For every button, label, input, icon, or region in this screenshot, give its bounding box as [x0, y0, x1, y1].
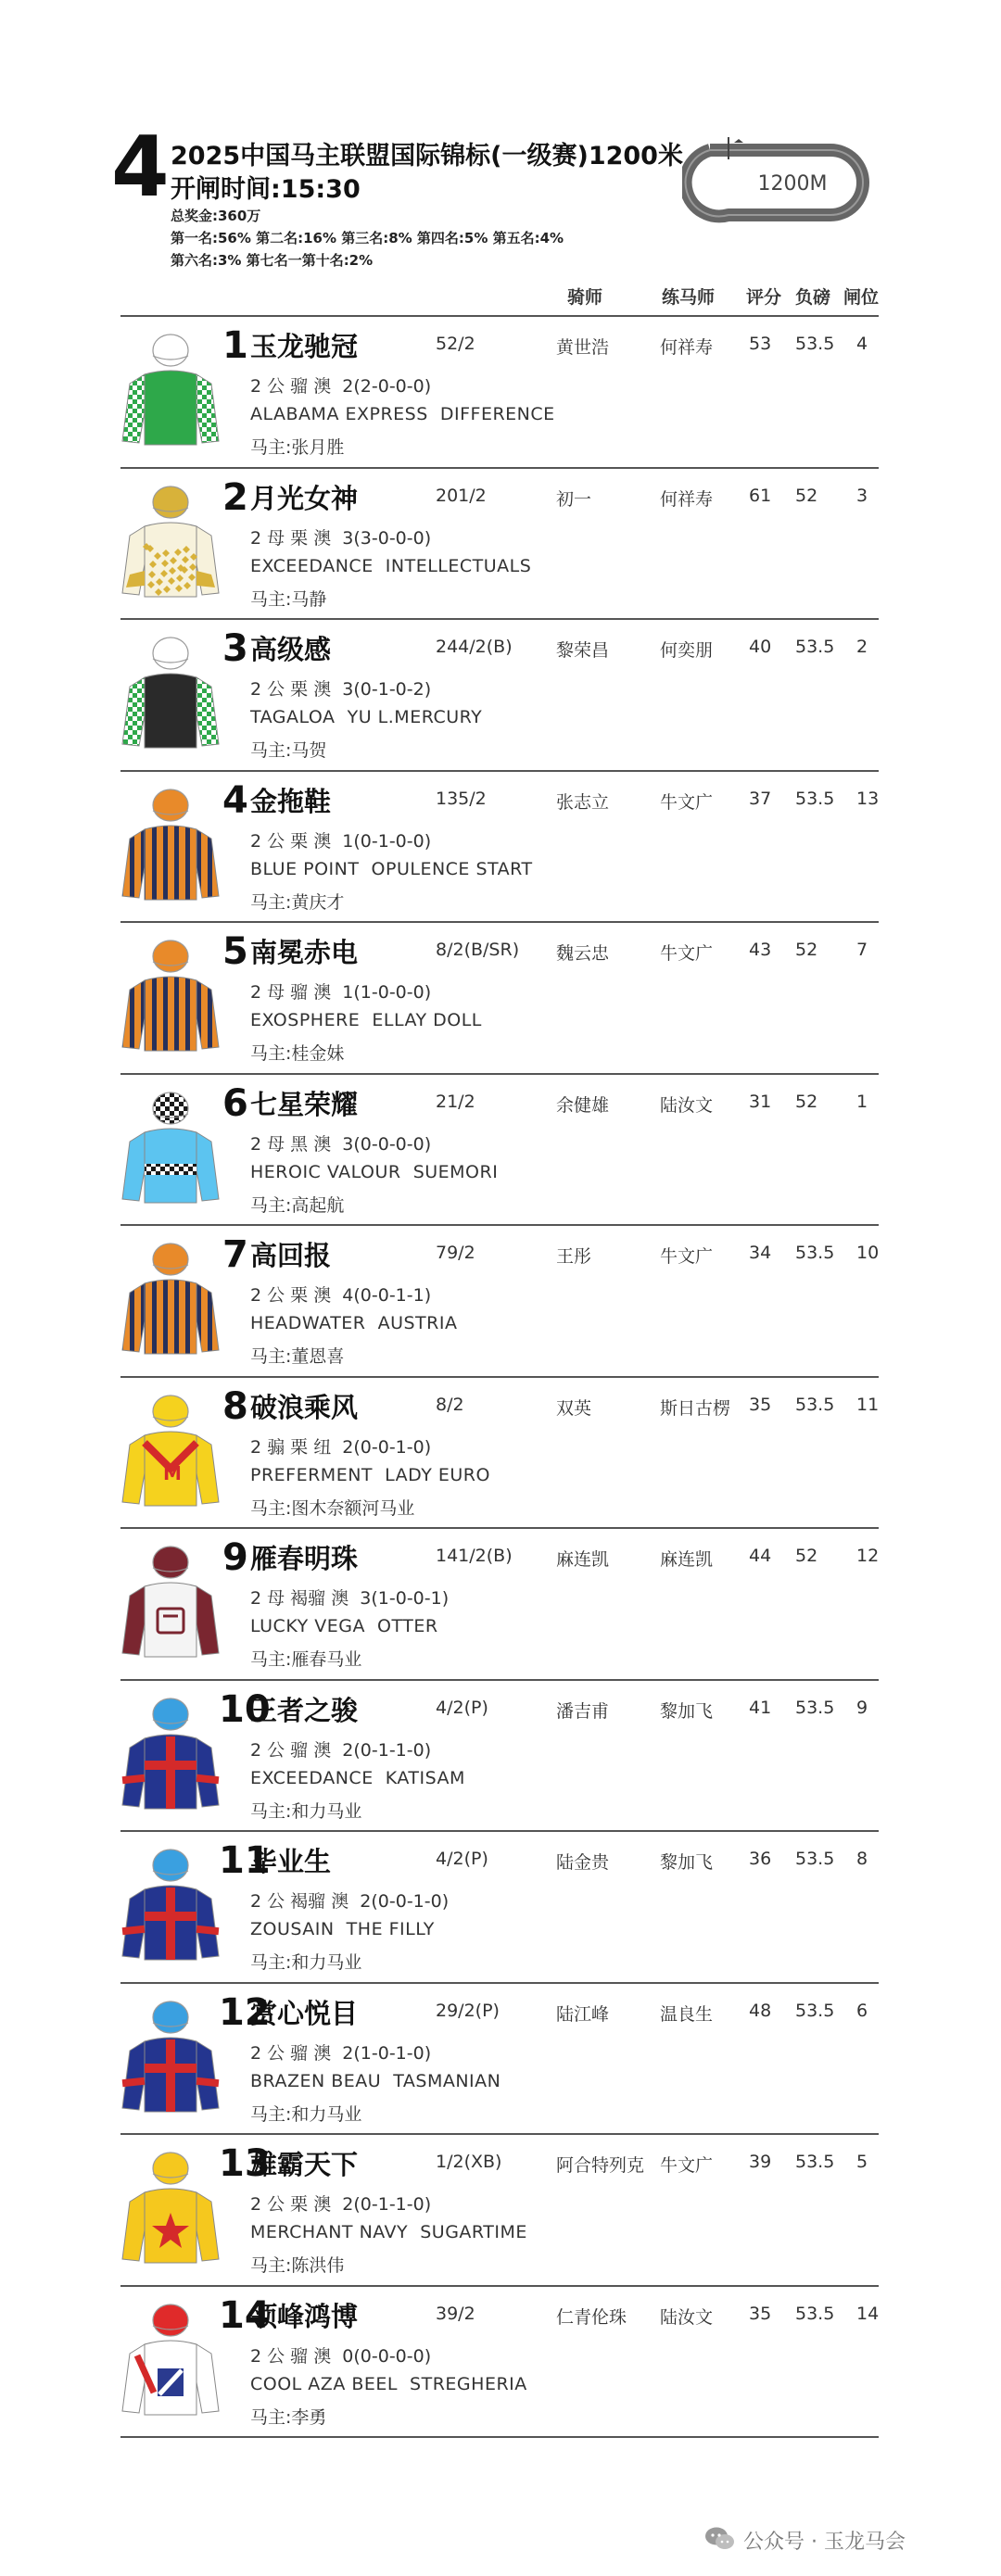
runner-number: 10: [219, 1687, 271, 1731]
runner-number: 2: [222, 475, 248, 519]
horse-weight: 53.5: [795, 2000, 835, 2021]
horse-pedigree: BLUE POINT OPULENCE START: [250, 858, 533, 879]
barrier-draw: 4: [856, 334, 868, 354]
horse-name: 金拖鞋: [250, 785, 332, 817]
race-purse: 总奖金:360万: [171, 208, 261, 224]
horse-odds: 201/2: [436, 485, 487, 506]
horse-pedigree: COOL AZA BEEL STREGHERIA: [250, 2373, 527, 2394]
horse-info: 2 骟 栗 纽 2(0-0-1-0): [250, 1436, 432, 1458]
race-number: 4: [111, 119, 170, 216]
horse-owner: 马主:桂金妹: [250, 1043, 345, 1064]
horse-weight: 53.5: [795, 637, 835, 657]
runner-number: 11: [219, 1839, 271, 1882]
barrier-draw: 2: [856, 637, 868, 657]
jockey-name: 仁青伦珠: [556, 2306, 627, 2328]
col-jockey: 骑师: [567, 287, 603, 308]
trainer-name: 何祥寿: [660, 337, 714, 358]
horse-name: 月光女神: [250, 482, 359, 514]
horse-name: 玉龙驰冠: [250, 331, 359, 362]
horse-rating: 35: [749, 1394, 772, 1415]
jockey-silk-icon: [119, 1239, 222, 1357]
horse-owner: 马主:马贺: [250, 740, 327, 761]
wechat-icon: [704, 2526, 736, 2552]
trainer-name: 黎加飞: [660, 1700, 714, 1722]
horse-owner: 马主:董恩喜: [250, 1346, 345, 1367]
jockey-silk-icon: [119, 785, 222, 903]
jockey-name: 黄世浩: [556, 337, 610, 358]
horse-name: 雄霸天下: [250, 2149, 359, 2180]
runner-number: 13: [219, 2142, 271, 2185]
horse-pedigree: BRAZEN BEAU TASMANIAN: [250, 2070, 501, 2091]
horse-odds: 79/2: [436, 1243, 475, 1263]
horse-owner: 马主:高起航: [250, 1194, 345, 1216]
horse-name: 雁春明珠: [250, 1543, 359, 1574]
runner-number: 7: [222, 1233, 248, 1276]
trainer-name: 陆汝文: [660, 1094, 714, 1116]
horse-odds: 135/2: [436, 788, 487, 809]
jockey-name: 陆金贵: [556, 1852, 610, 1873]
horse-info: 2 母 黑 澳 3(0-0-0-0): [250, 1133, 432, 1155]
horse-pedigree: EXCEEDANCE KATISAM: [250, 1767, 465, 1788]
barrier-draw: 12: [856, 1546, 880, 1566]
horse-info: 2 母 栗 澳 3(3-0-0-0): [250, 527, 432, 549]
horse-owner: 马主:张月胜: [250, 437, 345, 458]
horse-owner: 马主:陈洪伟: [250, 2255, 345, 2276]
runner-row: [0, 1075, 1001, 1227]
column-headers: [0, 284, 1001, 311]
horse-info: 2 公 骝 澳 0(0-0-0-0): [250, 2345, 432, 2367]
barrier-draw: 6: [856, 2000, 868, 2021]
col-draw: 闸位: [843, 287, 880, 308]
runner-number: 3: [222, 627, 248, 670]
divider: [120, 2436, 879, 2438]
horse-name: 破浪乘风: [250, 1391, 359, 1423]
trainer-name: 麻连凯: [660, 1549, 714, 1570]
horse-weight: 53.5: [795, 1849, 835, 1869]
jockey-silk-icon: [119, 1542, 222, 1661]
jockey-name: 王彤: [556, 1246, 592, 1267]
horse-owner: 马主:马静: [250, 588, 327, 610]
horse-rating: 34: [749, 1243, 772, 1263]
runner-row: [0, 1832, 1001, 1984]
jockey-name: 初一: [556, 488, 592, 510]
horse-owner: 马主:黄庆才: [250, 891, 345, 913]
horse-odds: 29/2(P): [436, 2000, 500, 2021]
horse-name: 领峰鸿博: [250, 2300, 359, 2332]
barrier-draw: 11: [856, 1394, 880, 1415]
barrier-draw: 7: [856, 940, 868, 960]
horse-info: 2 母 褐骝 澳 3(1-0-0-1): [250, 1588, 450, 1609]
jockey-silk-icon: [119, 1391, 222, 1509]
horse-odds: 52/2: [436, 334, 475, 354]
barrier-draw: 1: [856, 1091, 868, 1112]
track-distance: 1200M: [757, 172, 828, 196]
trainer-name: 陆汝文: [660, 2306, 714, 2328]
col-weight: 负磅: [795, 287, 831, 308]
runner-row: [0, 2287, 1001, 2439]
trainer-name: 温良生: [660, 2003, 714, 2025]
horse-rating: 41: [749, 1697, 772, 1718]
barrier-draw: 14: [856, 2303, 880, 2324]
jockey-name: 阿合特列克: [556, 2155, 645, 2176]
horse-owner: 马主:和力马业: [250, 1800, 362, 1822]
runner-number: 9: [222, 1536, 248, 1579]
runner-number: 4: [222, 778, 248, 822]
horse-pedigree: EXOSPHERE ELLAY DOLL: [250, 1010, 482, 1030]
runner-row: [0, 772, 1001, 924]
horse-weight: 52: [795, 1091, 818, 1112]
horse-odds: 21/2: [436, 1091, 475, 1112]
runner-number: 1: [222, 324, 248, 367]
horse-odds: 39/2: [436, 2303, 475, 2324]
jockey-silk-icon: [119, 2148, 222, 2267]
svg-text:M: M: [163, 1461, 182, 1484]
horse-info: 2 公 栗 澳 3(0-1-0-2): [250, 679, 432, 700]
horse-weight: 53.5: [795, 1697, 835, 1718]
runner-row: [0, 469, 1001, 621]
horse-pedigree: ZOUSAIN THE FILLY: [250, 1919, 435, 1939]
horse-name: 王者之骏: [250, 1694, 359, 1726]
trainer-name: 黎加飞: [660, 1852, 714, 1873]
horse-owner: 马主:李勇: [250, 2406, 327, 2428]
horse-odds: 4/2(P): [436, 1849, 488, 1869]
jockey-silk-icon: [119, 482, 222, 600]
runner-row: [0, 1681, 1001, 1833]
horse-info: 2 公 栗 澳 1(0-1-0-0): [250, 830, 432, 852]
horse-name: 毕业生: [250, 1846, 332, 1877]
jockey-silk-icon: [119, 1088, 222, 1206]
horse-info: 2 公 褐骝 澳 2(0-0-1-0): [250, 1891, 450, 1912]
horse-name: 七星荣耀: [250, 1088, 359, 1120]
trainer-name: 牛文广: [660, 943, 714, 964]
jockey-name: 双英: [556, 1397, 592, 1419]
jockey-silk-icon: [119, 936, 222, 1054]
runner-row: [0, 1226, 1001, 1378]
jockey-silk-icon: [119, 633, 222, 751]
jockey-silk-icon: [119, 1694, 222, 1812]
col-rating: 评分: [746, 287, 782, 308]
horse-info: 2 公 栗 澳 2(0-1-1-0): [250, 2194, 432, 2215]
horse-weight: 53.5: [795, 1394, 835, 1415]
horse-info: 2 公 骝 澳 2(0-1-1-0): [250, 1739, 432, 1761]
horse-rating: 31: [749, 1091, 772, 1112]
horse-weight: 53.5: [795, 1243, 835, 1263]
jockey-name: 黎荣昌: [556, 640, 610, 661]
jockey-name: 潘吉甫: [556, 1700, 610, 1722]
horse-name: 赏心悦目: [250, 1997, 359, 2029]
prize-split-line1: 第一名:56% 第二名:16% 第三名:8% 第四名:5% 第五名:4%: [171, 230, 564, 246]
horse-name: 高回报: [250, 1240, 332, 1271]
jockey-name: 余健雄: [556, 1094, 610, 1116]
horse-weight: 53.5: [795, 334, 835, 354]
col-trainer: 练马师: [662, 287, 716, 308]
trainer-name: 斯日古楞: [660, 1397, 731, 1419]
horse-odds: 1/2(XB): [436, 2152, 502, 2172]
horse-pedigree: ALABAMA EXPRESS DIFFERENCE: [250, 404, 555, 424]
horse-weight: 52: [795, 1546, 818, 1566]
runner-row: [0, 923, 1001, 1075]
horse-info: 2 公 骝 澳 2(2-0-0-0): [250, 376, 432, 397]
trainer-name: 牛文广: [660, 2155, 714, 2176]
trainer-name: 牛文广: [660, 791, 714, 813]
horse-owner: 马主:和力马业: [250, 1952, 362, 1973]
horse-odds: 4/2(P): [436, 1697, 488, 1718]
footer: [704, 2522, 982, 2559]
barrier-draw: 10: [856, 1243, 880, 1263]
barrier-draw: 3: [856, 485, 868, 506]
trainer-name: 牛文广: [660, 1246, 714, 1267]
barrier-draw: 9: [856, 1697, 868, 1718]
horse-rating: 40: [749, 637, 772, 657]
horse-pedigree: PREFERMENT LADY EURO: [250, 1464, 490, 1485]
horse-owner: 马主:图木奈额河马业: [250, 1497, 415, 1519]
horse-rating: 36: [749, 1849, 772, 1869]
runner-row: [0, 620, 1001, 772]
jockey-name: 陆江峰: [556, 2003, 610, 2025]
jockey-name: 魏云忠: [556, 943, 610, 964]
runner-row: [0, 317, 1001, 469]
horse-weight: 53.5: [795, 788, 835, 809]
jockey-silk-icon: [119, 1997, 222, 2115]
horse-odds: 141/2(B): [436, 1546, 513, 1566]
jockey-silk-icon: [119, 1845, 222, 1964]
runner-row: [0, 1529, 1001, 1681]
runner-number: 14: [219, 2293, 271, 2337]
barrier-draw: 13: [856, 788, 880, 809]
horse-info: 2 母 骝 澳 1(1-0-0-0): [250, 982, 432, 1003]
horse-pedigree: HEROIC VALOUR SUEMORI: [250, 1161, 499, 1182]
horse-odds: 8/2(B/SR): [436, 940, 520, 960]
horse-rating: 44: [749, 1546, 772, 1566]
horse-name: 南冕赤电: [250, 937, 359, 968]
horse-rating: 43: [749, 940, 772, 960]
horse-weight: 52: [795, 485, 818, 506]
horse-rating: 39: [749, 2152, 772, 2172]
horse-weight: 53.5: [795, 2152, 835, 2172]
runner-number: 6: [222, 1081, 248, 1125]
horse-pedigree: HEADWATER AUSTRIA: [250, 1313, 458, 1333]
race-title: 2025中国马主联盟国际锦标(一级赛)1200米: [171, 142, 683, 170]
barrier-draw: 5: [856, 2152, 868, 2172]
horse-rating: 53: [749, 334, 772, 354]
track-diagram: [682, 132, 877, 234]
horse-pedigree: MERCHANT NAVY SUGARTIME: [250, 2222, 527, 2242]
runner-row: [0, 1984, 1001, 2136]
horse-rating: 61: [749, 485, 772, 506]
race-start-time: 开闸时间:15:30: [171, 175, 361, 204]
runner-row: [0, 2135, 1001, 2287]
horse-odds: 8/2: [436, 1394, 464, 1415]
runner-list: [0, 317, 1001, 2438]
horse-info: 2 公 栗 澳 4(0-0-1-1): [250, 1285, 432, 1306]
footer-account: 公众号 · 玉龙马会: [743, 2531, 906, 2554]
horse-owner: 马主:和力马业: [250, 2103, 362, 2125]
horse-owner: 马主:雁春马业: [250, 1649, 362, 1670]
trainer-name: 何祥寿: [660, 488, 714, 510]
jockey-name: 麻连凯: [556, 1549, 610, 1570]
prize-split-line2: 第六名:3% 第七名一第十名:2%: [171, 252, 374, 269]
horse-rating: 37: [749, 788, 772, 809]
runner-number: 12: [219, 1990, 271, 2034]
runner-number: 8: [222, 1384, 248, 1428]
horse-pedigree: EXCEEDANCE INTELLECTUALS: [250, 555, 532, 576]
runner-row: [0, 1378, 1001, 1530]
horse-rating: 35: [749, 2303, 772, 2324]
jockey-silk-icon: [119, 330, 222, 448]
horse-pedigree: LUCKY VEGA OTTER: [250, 1616, 438, 1636]
horse-weight: 52: [795, 940, 818, 960]
horse-info: 2 公 骝 澳 2(1-0-1-0): [250, 2042, 432, 2064]
horse-weight: 53.5: [795, 2303, 835, 2324]
barrier-draw: 8: [856, 1849, 868, 1869]
jockey-silk-icon: [119, 2300, 222, 2418]
trainer-name: 何奕朋: [660, 640, 714, 661]
horse-rating: 48: [749, 2000, 772, 2021]
horse-name: 高级感: [250, 634, 332, 665]
runner-number: 5: [222, 930, 248, 973]
horse-odds: 244/2(B): [436, 637, 513, 657]
horse-pedigree: TAGALOA YU L.MERCURY: [250, 707, 483, 727]
jockey-name: 张志立: [556, 791, 610, 813]
